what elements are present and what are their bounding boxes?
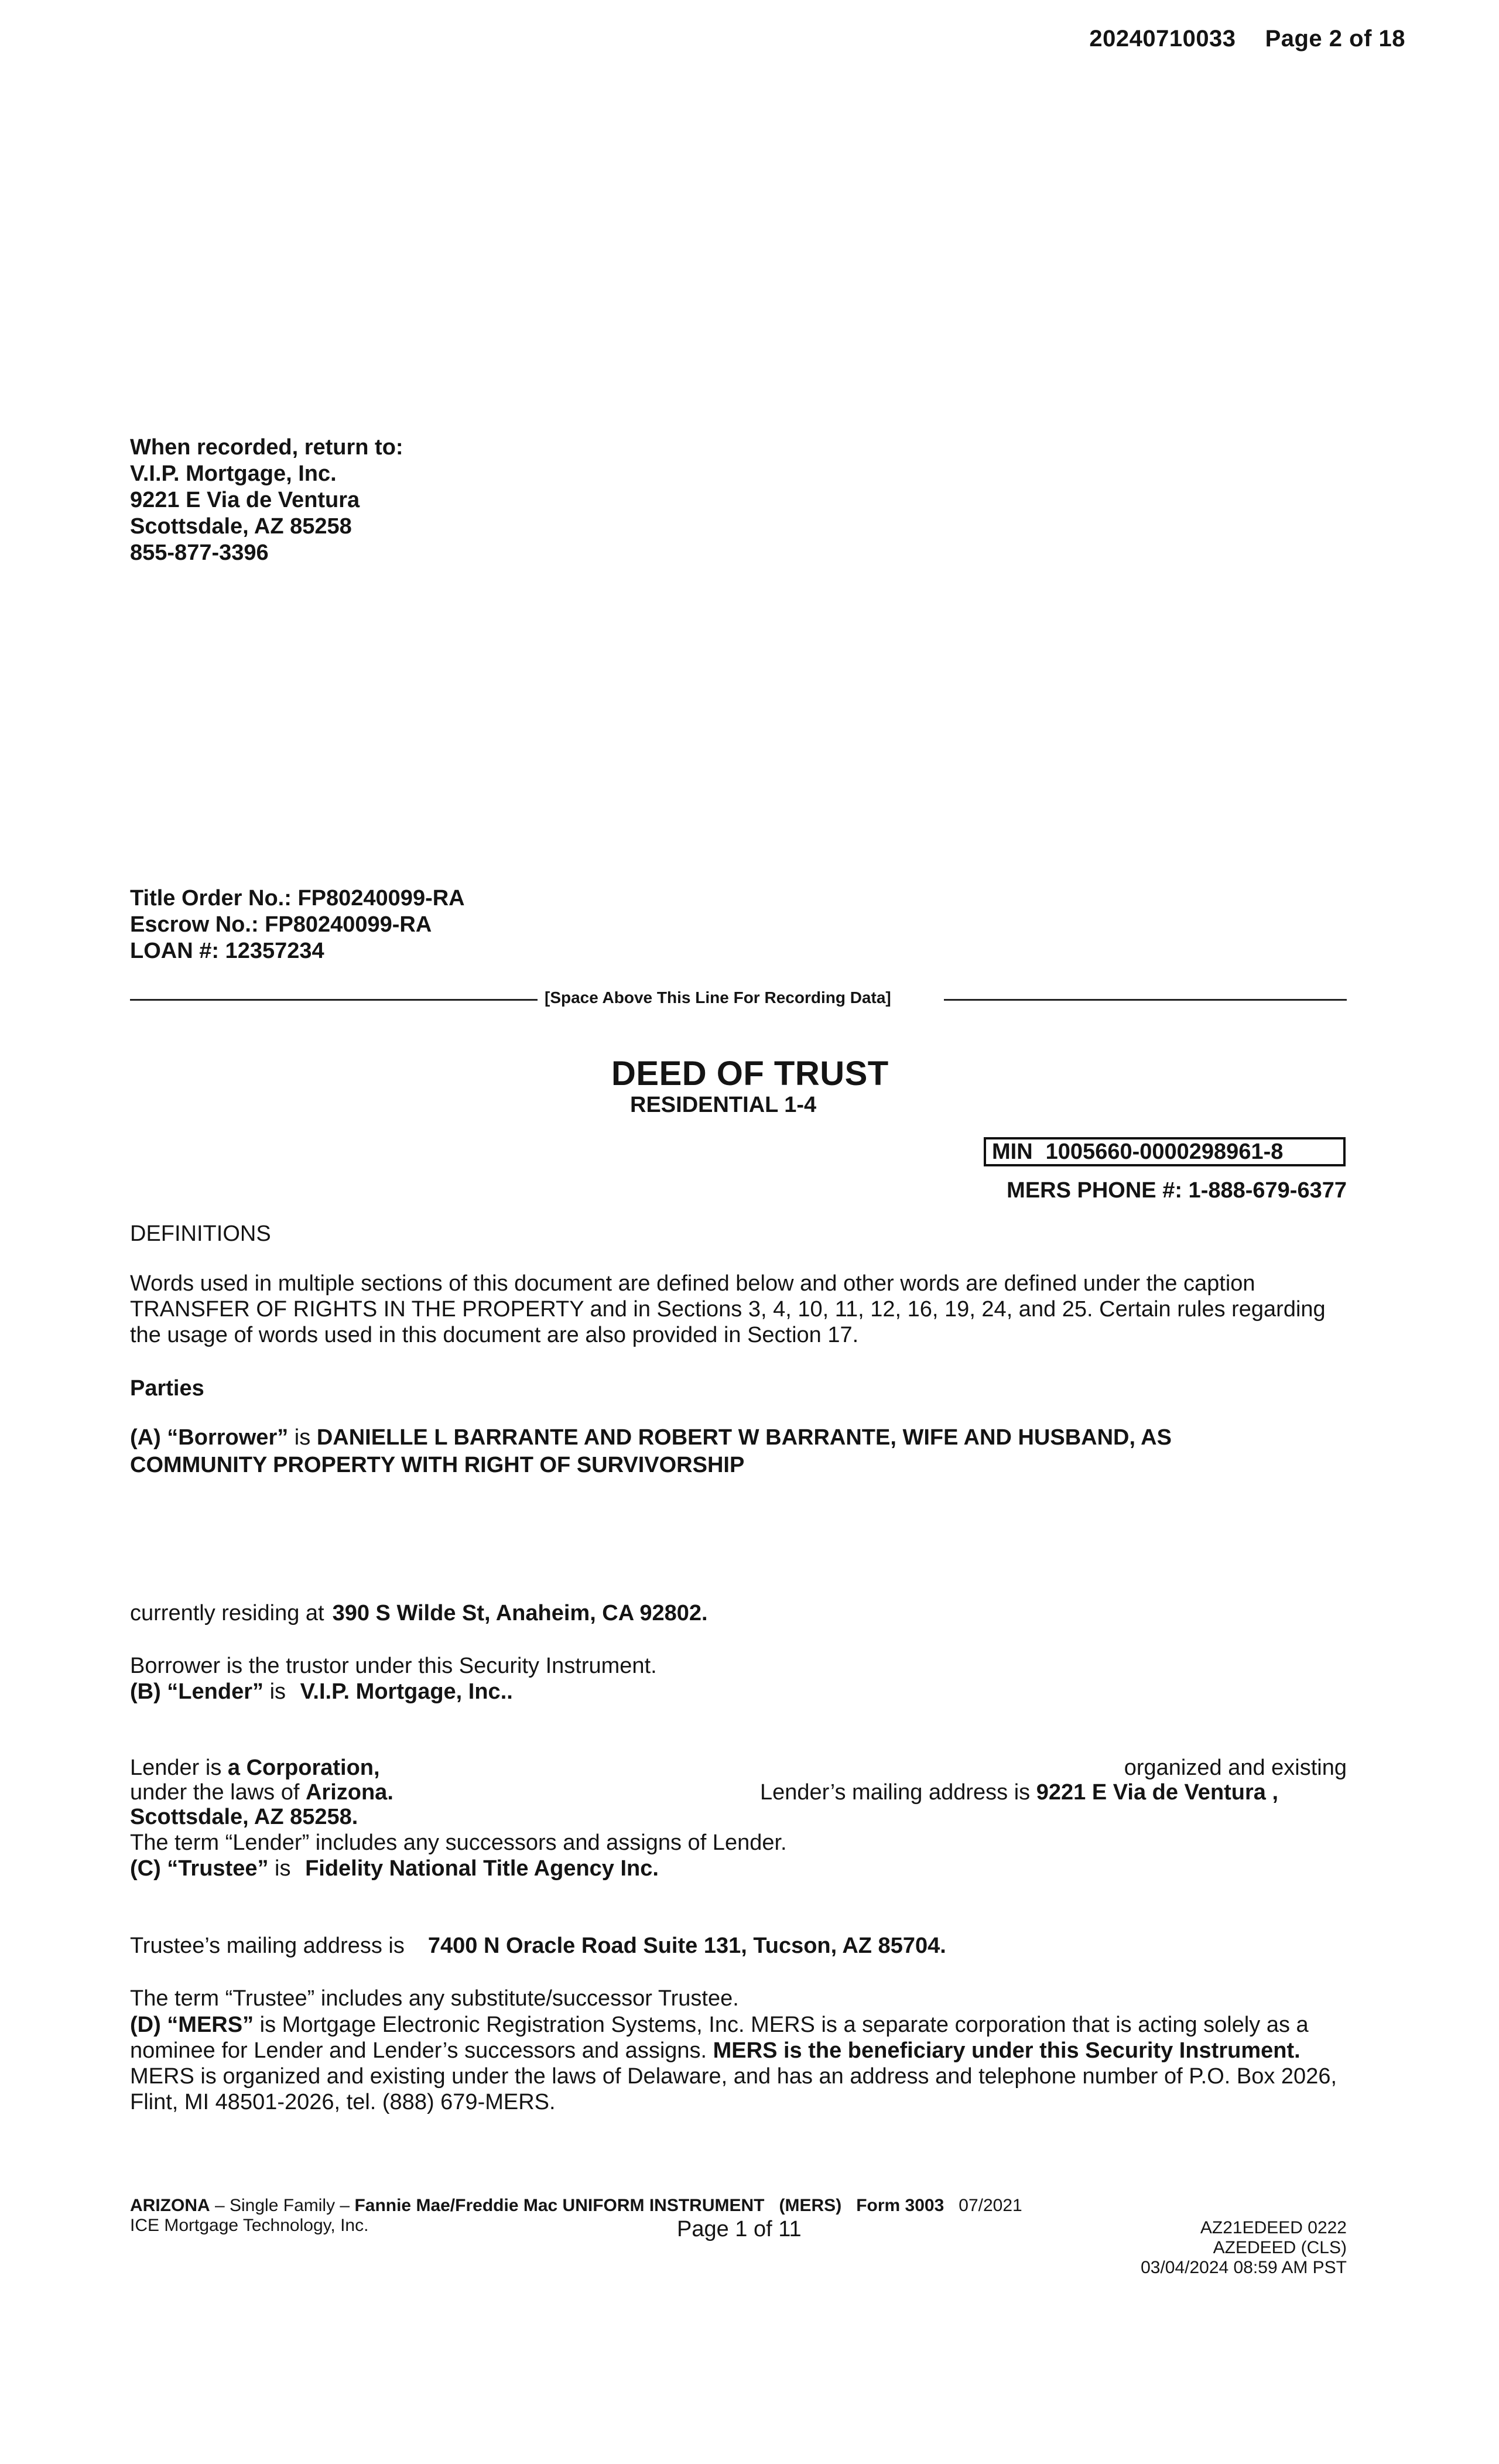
return-line: Scottsdale, AZ 85258 bbox=[130, 514, 352, 539]
lender-label: (B) “Lender” bbox=[130, 1679, 263, 1704]
mers-beneficiary-text: MERS is the beneficiary under this Security Instrument. bbox=[713, 2038, 1300, 2063]
return-address-block bbox=[130, 434, 403, 566]
lender-definition bbox=[130, 1679, 513, 1705]
mers-definition bbox=[130, 2012, 1348, 2115]
borrower-residence bbox=[130, 1601, 708, 1626]
escrow-number: Escrow No.: FP80240099-RA bbox=[130, 912, 432, 937]
document-subtitle: RESIDENTIAL 1-4 bbox=[630, 1093, 817, 1117]
footer-form-date: 07/2021 bbox=[959, 2196, 1022, 2215]
recording-header bbox=[1089, 26, 1405, 52]
lender-mailing-prefix: Lender’s mailing address is bbox=[760, 1780, 1031, 1805]
lender-is: is bbox=[269, 1679, 286, 1704]
trustee-label: (C) “Trustee” bbox=[130, 1856, 269, 1881]
recording-page-number: Page 2 of 18 bbox=[1265, 26, 1405, 52]
return-line: 9221 E Via de Ventura bbox=[130, 488, 360, 512]
return-line: 855-877-3396 bbox=[130, 540, 269, 565]
footer-timestamp: 03/04/2024 08:59 AM PST bbox=[1141, 2258, 1347, 2277]
trustee-mailing-address: 7400 N Oracle Road Suite 131, Tucson, AZ 85704. bbox=[427, 1933, 946, 1958]
divider-left bbox=[130, 999, 538, 1001]
lender-mailing-line bbox=[760, 1780, 1278, 1805]
definitions-heading: DEFINITIONS bbox=[130, 1221, 271, 1246]
lender-name: V.I.P. Mortgage, Inc.. bbox=[300, 1679, 513, 1704]
footer-family: – Single Family – bbox=[210, 2196, 355, 2215]
trustee-mailing-line bbox=[130, 1933, 946, 1959]
document-title: DEED OF TRUST bbox=[611, 1055, 889, 1093]
trustee-is: is bbox=[275, 1856, 291, 1881]
footer-mers-tag: (MERS) bbox=[779, 2196, 842, 2215]
mers-phone: MERS PHONE #: 1-888-679-6377 bbox=[1007, 1178, 1347, 1203]
trustee-mailing-prefix: Trustee’s mailing address is bbox=[130, 1933, 405, 1958]
footer-form-info bbox=[130, 2196, 1022, 2236]
min-label: MIN bbox=[992, 1139, 1033, 1164]
footer-codes bbox=[1141, 2218, 1347, 2278]
footer-form-number: Form 3003 bbox=[856, 2196, 944, 2215]
lender-state: Arizona. bbox=[305, 1780, 393, 1805]
title-order-number: Title Order No.: FP80240099-RA bbox=[130, 886, 465, 911]
trustee-definition bbox=[130, 1856, 659, 1881]
lender-mailing-address: 9221 E Via de Ventura , bbox=[1036, 1780, 1279, 1805]
lender-organized: organized and existing bbox=[1124, 1755, 1347, 1780]
footer-code-1: AZ21EDEED 0222 bbox=[1200, 2218, 1347, 2237]
return-heading: When recorded, return to: bbox=[130, 435, 403, 460]
footer-code-2: AZEDEED (CLS) bbox=[1213, 2238, 1347, 2257]
lender-laws-prefix: under the laws of bbox=[130, 1780, 300, 1805]
mers-text-1: is Mortgage Electronic Registration Systems, Inc. MERS is a separate corporation that is acting solely as a nominee for Lender and Lender’s successors and assigns. bbox=[130, 2013, 1309, 2063]
footer-form-line bbox=[130, 2196, 1022, 2216]
footer-company: ICE Mortgage Technology, Inc. bbox=[130, 2216, 369, 2235]
loan-number: LOAN #: 12357234 bbox=[130, 939, 324, 963]
borrower-label: (A) “Borrower” bbox=[130, 1425, 289, 1450]
lender-city: Scottsdale, AZ 85258. bbox=[130, 1805, 358, 1829]
borrower-definition bbox=[130, 1424, 1301, 1479]
parties-heading: Parties bbox=[130, 1376, 204, 1401]
recording-doc-number: 20240710033 bbox=[1089, 26, 1236, 52]
residing-address: 390 S Wilde St, Anaheim, CA 92802. bbox=[332, 1601, 708, 1625]
trustee-name: Fidelity National Title Agency Inc. bbox=[305, 1856, 659, 1881]
lender-entity: a Corporation, bbox=[227, 1755, 380, 1780]
min-value: 1005660-0000298961-8 bbox=[1045, 1139, 1284, 1164]
footer-page-number: Page 1 of 11 bbox=[677, 2217, 802, 2241]
recording-data-label: [Space Above This Line For Recording Data] bbox=[545, 988, 891, 1007]
borrower-is: is bbox=[294, 1425, 311, 1450]
order-numbers bbox=[130, 885, 465, 964]
mers-text-2: MERS is organized and existing under the laws of Delaware, and has an address and telephone number of P.O. Box 2026, Flint, MI 48501-2026, tel. (888) 679-MERS. bbox=[130, 2064, 1337, 2114]
min-box bbox=[984, 1137, 1346, 1166]
borrower-name: DANIELLE L BARRANTE AND ROBERT W BARRANTE, WIFE AND HUSBAND, AS COMMUNITY PROPERTY WITH RIGHT OF SURVIVORSHIP bbox=[130, 1425, 1172, 1477]
intro-paragraph: Words used in multiple sections of this document are defined below and other words are defined under the caption TRANSFER OF RIGHTS IN THE PROPERTY and in Sections 3, 4, 10, 11, 12, 16, 19, 24, and 25. Certain rules regarding the usage of words used in this document are also provided in Section 17. bbox=[130, 1271, 1326, 1347]
divider-right bbox=[944, 999, 1347, 1001]
footer-state: ARIZONA bbox=[130, 2196, 210, 2215]
residing-label: currently residing at bbox=[130, 1601, 324, 1625]
lender-entity-line bbox=[130, 1755, 380, 1781]
return-line: V.I.P. Mortgage, Inc. bbox=[130, 461, 337, 486]
lender-laws-line bbox=[130, 1780, 393, 1805]
lender-term-text: The term “Lender” includes any successors and assigns of Lender. bbox=[130, 1830, 787, 1855]
trustor-statement: Borrower is the trustor under this Security Instrument. bbox=[130, 1654, 657, 1678]
mers-label: (D) “MERS” bbox=[130, 2013, 254, 2037]
lender-is-prefix: Lender is bbox=[130, 1755, 222, 1780]
trustee-term-text: The term “Trustee” includes any substitute/successor Trustee. bbox=[130, 1986, 739, 2011]
footer-form-desc: Fannie Mae/Freddie Mac UNIFORM INSTRUMENT bbox=[354, 2196, 765, 2215]
